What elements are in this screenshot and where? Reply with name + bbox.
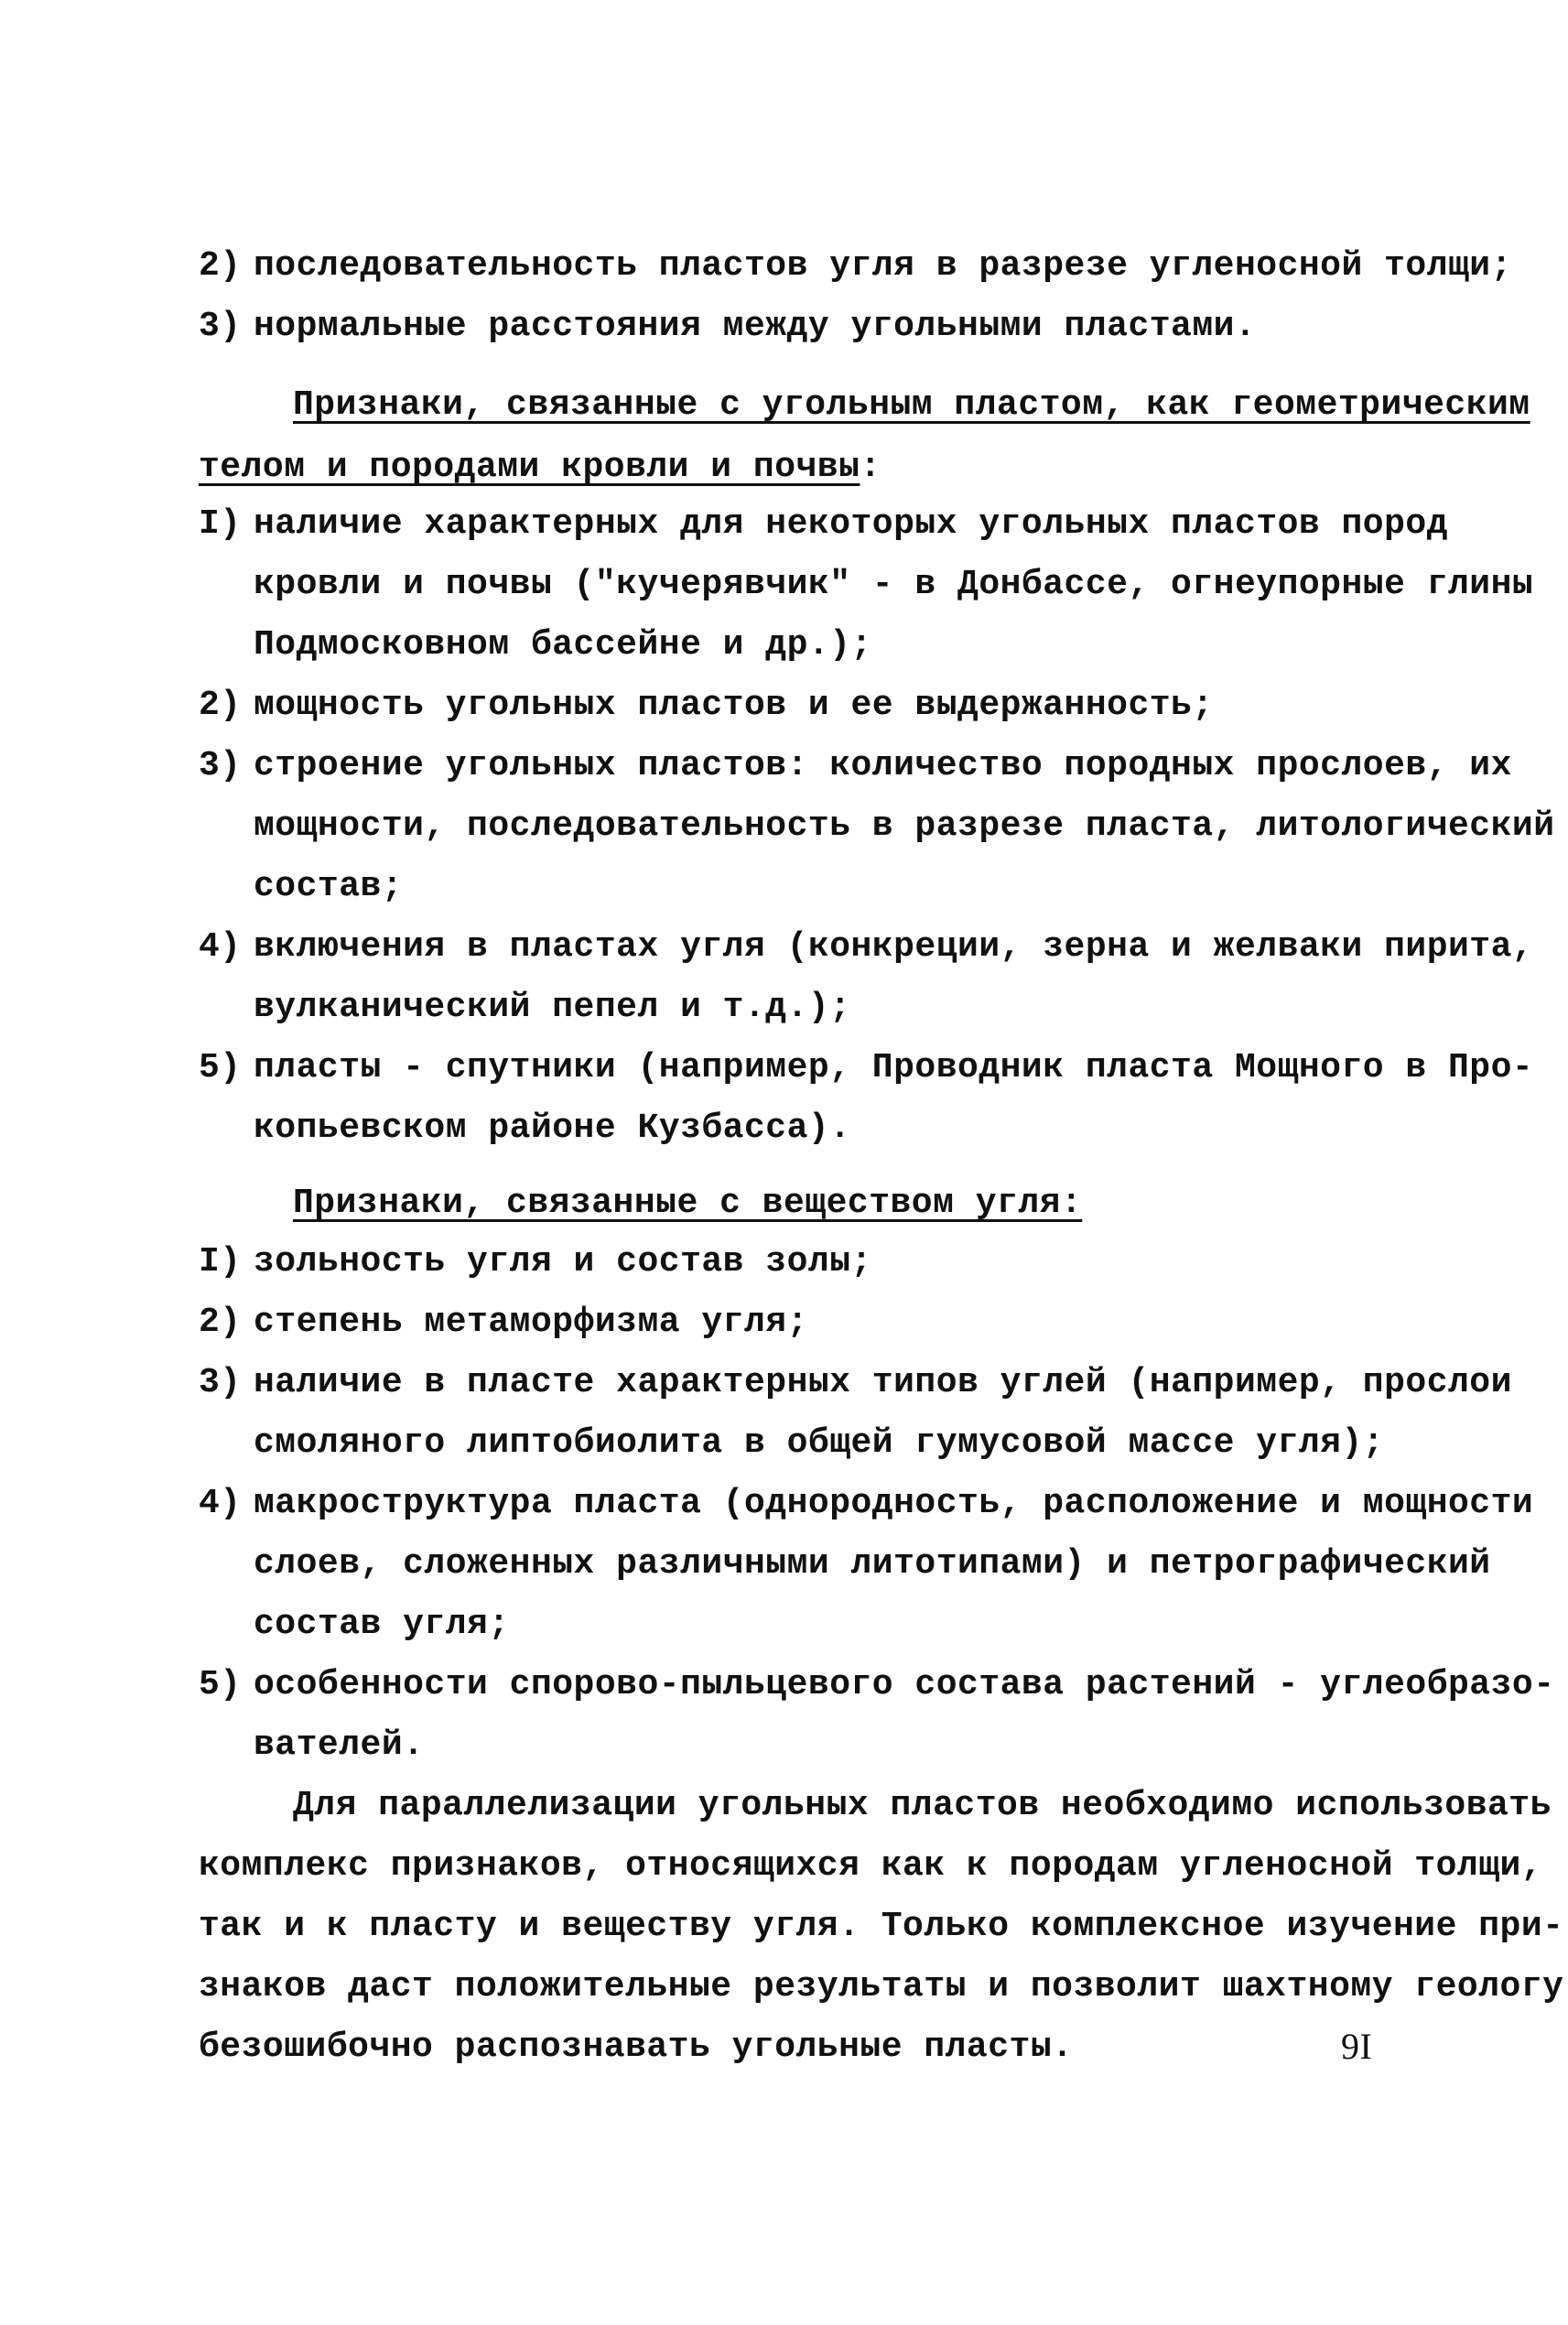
section2-item-3-cont: смоляного липтобиолита в общей гумусовой массе угля); xyxy=(254,1423,1385,1463)
section1-heading-text: телом и породами кровли и почвы xyxy=(199,448,860,487)
section2-item-3 xyxy=(199,1363,1512,1402)
list-item-number: 2) xyxy=(199,1303,242,1342)
list-item-text: наличие в пласте характерных типов углей (например, прослои xyxy=(254,1363,1512,1402)
intro-item-number: 2) xyxy=(199,246,242,286)
list-item-number: I) xyxy=(199,1242,242,1281)
section2-item-5-cont: вателей. xyxy=(254,1725,425,1765)
list-item-text: включения в пластах угля (конкреции, зерна и желваки пирита, xyxy=(254,927,1534,967)
section1-item-3 xyxy=(199,746,1512,785)
section2-item-4-cont: состав угля; xyxy=(254,1605,510,1644)
page-number: 9I xyxy=(1341,2026,1373,2067)
section1-heading-line1: Признаки, связанные с угольным пластом, как геометрическим xyxy=(293,385,1530,425)
section1-heading-line2 xyxy=(199,450,881,485)
section1-heading-colon: : xyxy=(860,448,881,487)
conclusion-line-5: безошибочно распознавать угольные пласты. xyxy=(199,2028,1074,2067)
list-item-number: 5) xyxy=(199,1665,242,1704)
section2-item-5 xyxy=(199,1665,1555,1704)
list-item-number: 3) xyxy=(199,1363,242,1402)
intro-item-2 xyxy=(199,246,1512,286)
list-item-text: макроструктура пласта (однородность, расположение и мощности xyxy=(254,1484,1534,1523)
section2-item-1 xyxy=(199,1242,872,1281)
list-item-number: 5) xyxy=(199,1048,242,1087)
section1-item-1-cont: Подмосковном бассейне и др.); xyxy=(254,625,872,665)
intro-item-number: 3) xyxy=(199,307,242,346)
section2-item-4-cont: слоев, сложенных различными литотипами) и петрографический xyxy=(254,1544,1491,1584)
conclusion-line-3: так и к пласту и веществу угля. Только комплексное изучение при- xyxy=(199,1907,1564,1946)
list-item-text: строение угольных пластов: количество породных прослоев, их xyxy=(254,746,1512,785)
conclusion-line-1: Для параллелизации угольных пластов необходимо использовать xyxy=(293,1786,1552,1825)
list-item-text: особенности спорово-пыльцевого состава растений - углеобразо- xyxy=(254,1665,1555,1704)
section1-item-3-cont: состав; xyxy=(254,867,404,906)
intro-item-text: последовательность пластов угля в разрезе угленосной толщи; xyxy=(254,246,1512,286)
list-item-number: I) xyxy=(199,504,242,544)
intro-item-3 xyxy=(199,309,1256,344)
conclusion-line-2: комплекс признаков, относящихся как к породам угленосной толщи, xyxy=(199,1846,1543,1886)
section1-item-3-cont: мощности, последовательность в разрезе пласта, литологический xyxy=(254,806,1555,846)
list-item-text: степень метаморфизма угля; xyxy=(254,1303,808,1342)
list-item-number: 4) xyxy=(199,927,242,967)
intro-item-text: нормальные расстояния между угольными пластами. xyxy=(254,307,1257,346)
list-item-text: наличие характерных для некоторых угольных пластов пород xyxy=(254,504,1449,544)
list-item-number: 4) xyxy=(199,1484,242,1523)
conclusion-line-4: знаков даст положительные результаты и позволит шахтному геологу xyxy=(199,1967,1564,2006)
section2-item-4 xyxy=(199,1484,1534,1523)
section1-item-1 xyxy=(199,504,1449,544)
section1-item-4-cont: вулканический пепел и т.д.); xyxy=(254,988,851,1027)
section1-item-1-cont: кровли и почвы ("кучерявчик" - в Донбассе, огнеупорные глины xyxy=(254,565,1534,604)
section1-item-5 xyxy=(199,1048,1534,1087)
section2-item-2 xyxy=(199,1305,808,1340)
section2-heading: Признаки, связанные с веществом угля: xyxy=(293,1184,1083,1223)
section1-item-4 xyxy=(199,927,1534,967)
list-item-text: пласты - спутники (например, Проводник пласта Мощного в Про- xyxy=(254,1048,1534,1087)
list-item-number: 2) xyxy=(199,686,242,725)
list-item-text: зольность угля и состав золы; xyxy=(254,1242,872,1281)
list-item-number: 3) xyxy=(199,746,242,785)
section1-item-5-cont: копьевском районе Кузбасса). xyxy=(254,1108,851,1148)
list-item-text: мощность угольных пластов и ее выдержанность; xyxy=(254,686,1214,725)
section1-item-2 xyxy=(199,688,1214,723)
